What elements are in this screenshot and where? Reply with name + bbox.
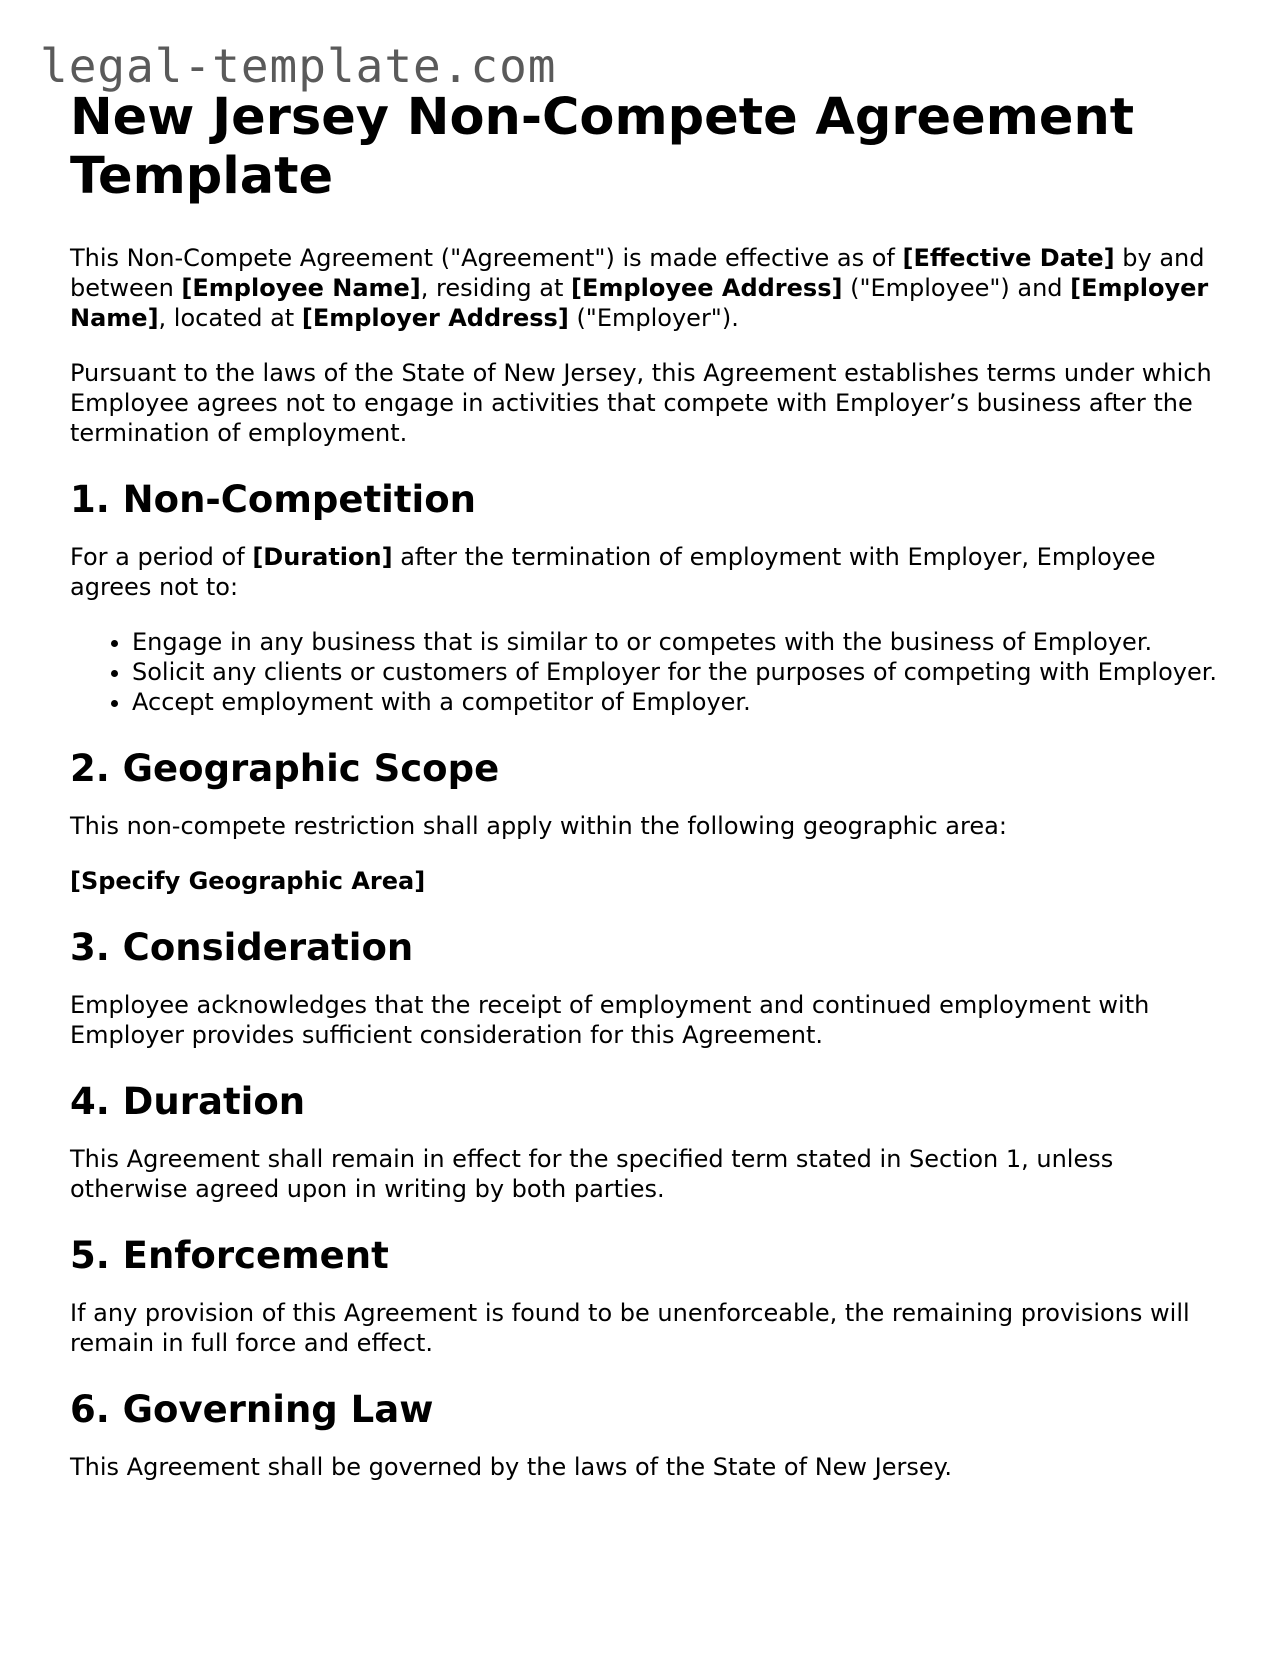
consideration-paragraph: Employee acknowledges that the receipt of employment and continued employment with Employer provides sufficient consideration for this Agreement.: [70, 991, 1150, 1049]
list-item: • Solicit any clients or customers of Employer for the purposes of competing with Employer.: [132, 657, 1220, 687]
intro-text: by and between: [70, 244, 1205, 302]
employee-name-placeholder: [Employee Name]: [181, 274, 421, 302]
section-heading-non-competition: 1. Non-Competition: [70, 478, 476, 521]
duration-placeholder: [Duration]: [252, 543, 393, 571]
enforcement-paragraph: If any provision of this Agreement is found to be unenforceable, the remaining provisions will remain in full force and effect.: [70, 1299, 1190, 1357]
intro-text: ("Employee") and: [842, 274, 1071, 302]
document-body: [70, 88, 1220, 1507]
section-heading-duration: 4. Duration: [70, 1080, 306, 1123]
site-watermark: legal-template.com: [40, 39, 557, 93]
section-text: For a period of: [70, 543, 253, 571]
non-competition-paragraph: [70, 542, 1220, 602]
effective-date-placeholder: [Effective Date]: [902, 244, 1115, 272]
section-heading-enforcement: 5. Enforcement: [70, 1234, 389, 1277]
employer-address-placeholder: [Employer Address]: [301, 304, 569, 332]
section-heading-consideration: 3. Consideration: [70, 926, 414, 969]
geographic-scope-paragraph: This non-compete restriction shall apply within the following geographic area:: [70, 812, 1007, 840]
document-title: New Jersey Non-Compete Agreement Template: [70, 88, 1135, 206]
governing-law-paragraph: This Agreement shall be governed by the laws of the State of New Jersey.: [70, 1453, 953, 1481]
section-text: after the termination of employment with Employer, Employee agrees not to:: [70, 543, 1156, 601]
employer-name-placeholder: [Employer Name]: [70, 274, 1209, 332]
geographic-area-placeholder: [Specify Geographic Area]: [70, 867, 426, 895]
restriction-list: [70, 627, 1220, 717]
intro-text: , residing at: [420, 274, 572, 302]
intro-text: ("Employer").: [568, 304, 739, 332]
pursuant-paragraph: Pursuant to the laws of the State of New Jersey, this Agreement establishes terms under which Employee agrees not to engage in activities that compete with Employer’s business after the termination of employment.: [70, 359, 1212, 447]
section-heading-governing-law: 6. Governing Law: [70, 1388, 434, 1431]
section-heading-geographic-scope: 2. Geographic Scope: [70, 747, 500, 790]
list-item: • Accept employment with a competitor of Employer.: [132, 687, 1220, 717]
intro-paragraph: [70, 243, 1220, 333]
duration-paragraph: This Agreement shall remain in effect for the specified term stated in Section 1, unless otherwise agreed upon in writing by both parties.: [70, 1145, 1114, 1203]
intro-text: This Non-Compete Agreement ("Agreement") is made effective as of: [70, 244, 903, 272]
employee-address-placeholder: [Employee Address]: [571, 274, 843, 302]
intro-text: , located at: [158, 304, 302, 332]
list-item: • Engage in any business that is similar to or competes with the business of Employer.: [132, 627, 1220, 657]
